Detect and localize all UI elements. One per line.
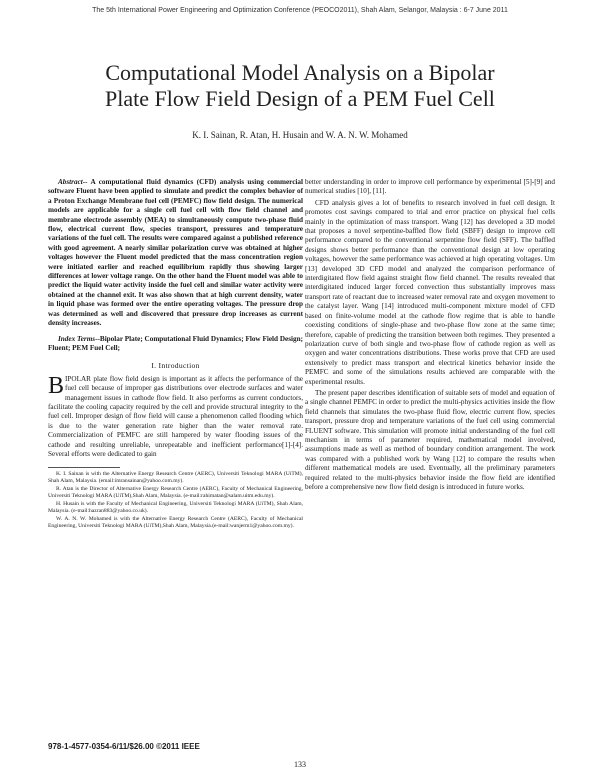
intro-text: IPOLAR plate flow field design is important as it affects the performance of the fuel cell because of improper gas distributions over electrode surfaces and water management issues in cathode flow field. It also performs as current conductors, facilitate the cooling capacity required by the cell and provide structural integrity to the fuel cell. Improper design of flow field will cause a phenomenon called flooding which is due to the water generation rate higher than the water removal rate. Commercialization of PEMFC are still hampered by water flooding issues of the cathode and resulting unreliable, unrepeatable and inefficient performance[1]-[4]. Several efforts were dedicated to gain — [48, 374, 303, 458]
footnote: H. Husain is with the Faculty of Mechanical Engineering, Universiti Teknologi MARA (UiTM), Shah Alam, Malaysia. (e-mail:hazran883@yahoo.co.uk). — [48, 501, 303, 515]
index-terms — [48, 335, 303, 354]
footnote: K. I. Sainan is with the Alternative Energy Research Centre (AERC), Universiti Teknologi MARA (UiTM), Shah Alam, Malaysia. (email:imransainan@yahoo.com.my). — [48, 471, 303, 485]
paper-title — [40, 60, 560, 112]
footnote: R. Atan is the Director of Alternative Energy Research Centre (AERC), Faculty of Mechanical Engineering, Universiti Teknologi MARA (UiTM),Shah Alam, Malaysia. (e-mail:rahimatan@salam.uitm.edu.my). — [48, 486, 303, 500]
title-line-2: Plate Flow Field Design of a PEM Fuel Cell — [105, 86, 495, 111]
index-terms-text: --Bipolar Plate; Computational Fluid Dynamics; Flow Field Design; Fluent; PEM Fuel Cell; — [48, 334, 303, 352]
right-column — [305, 178, 555, 494]
footnote: W. A. N. W. Mohamed is with the Alternative Energy Research Centre (AERC), Faculty of Mechanical Engineering, Universiti Teknologi MARA (UiTM),Shah Alam, Malaysia.(e-mail:wanjerm1@yahoo.com.my). — [48, 516, 303, 530]
body-paragraph: The present paper describes identification of suitable sets of model and equation of a single channel PEMFC in order to predict the multi-physics activities inside the flow field channels that simulates the two-phase fluid flow, electric current flow, species transport, pressure drop and temperature variations of the fuel cell using commercial FLUENT software. This simulation will promote initial understanding of the fuel cell mechanism in terms of parameter required, mathematical model involved, assumptions made as well as method of boundary condition arrangement. The work was compared with a published work by Wang [12] to compare the results when different mathematical models are used. Eventually, all the preliminary parameters required related to the multi-physics behavior inside the flow field are identified before a comprehensive new flow field design is introduced in future works. — [305, 388, 555, 491]
isbn-copyright: 978-1-4577-0354-6/11/$26.00 ©2011 IEEE — [48, 742, 200, 751]
intro-paragraph — [48, 372, 303, 460]
drop-cap: B — [48, 372, 65, 399]
title-line-1: Computational Model Analysis on a Bipolar — [105, 60, 495, 85]
section-heading-introduction: I. Introduction — [151, 361, 200, 371]
abstract-label: Abstract-- — [58, 178, 88, 186]
author-list: K. I. Sainan, R. Atan, H. Husain and W. A. N. W. Mohamed — [192, 130, 408, 140]
footnotes — [48, 471, 303, 530]
body-paragraph: better understanding in order to improve cell performance by experimental [5]-[9] and numerical studies [10], [11]. — [305, 178, 555, 196]
abstract-text: A computational fluid dynamics (CFD) analysis using commercial software Fluent have been applied to simulate and predict the complex behavior of a Proton Exchange Membrane fuel cell (PEMFC) flow field design. The numerical models are applicable for a single cell fuel cell with flow field channel and membrane electrode assembly (MEA) to simultaneously compute two-phase fluid flow, electrical current flow, species transport, pressures and temperature variations of the fuel cell. The results were compared against a published reference with good agreement. A nearly similar polarization curve was obtained at higher voltages however the Fluent model predicted that the mass concentration region were initiated earlier and reached equilibrium rapidly thus showing larger differences at lower voltage range. On the other hand the Fluent model was able to predict the liquid water activity inside the fuel cell and similar water activity were obtained at the channel exit. It was also shown that at high current density, water in liquid phase was formed over the entire operating voltages. The pressure drop was determined as well and discovered that pressure drop increases as current density increases. — [48, 178, 303, 328]
page-number: 133 — [294, 760, 306, 769]
body-paragraph: CFD analysis gives a lot of benefits to research involved in fuel cell design. It promotes cost savings compared to trial and error practice on physical fuel cells mainly in the optimization of mass transport. Wang [12] has developed a 3D model that proposes a novel serpentine-baffled flow field (SBFF) design to improve cell performance compared to the conventional serpentine flow field (SFF). The baffled designs shows better performance than the conventional design at low operating voltages, however the same performance was achieved at high operating voltages. Um [13] developed 3D CFD model and analyzed the comparison performance of interdigitated flow field against straight flow field channel. The results revealed that interdigitated induced larger forced convection thus substantially improves mass transport rate of reactant due to increased water removal rate and oxygen movement to the catalyst layer. Wang [14] introduced multi-component mixture model of CFD based on finite-volume model at the cathode flow regime that is able to handle coexisting conditions of single-phase and two-phase flow zone at the same time; therefore, capable of predicting the transition between both regimes. They presented a polarization curve of both single and two-phase flow of cathode region as well as oxygen and water concentrations distributions. These works prove that CFD are used extensively to predict mass transport and electrical kinetics behavior inside the PEMFC and some of the simulations results achieved are comparable with the experimental results. — [305, 198, 555, 386]
conference-header: The 5th International Power Engineering and Optimization Conference (PEOCO2011), Shah Alam, Selangor, Malaysia : 6-7 June 2011 — [92, 7, 508, 14]
index-terms-label: Index Terms — [58, 334, 96, 343]
abstract — [48, 178, 303, 329]
left-column — [48, 178, 303, 531]
footnote-divider — [48, 467, 120, 468]
